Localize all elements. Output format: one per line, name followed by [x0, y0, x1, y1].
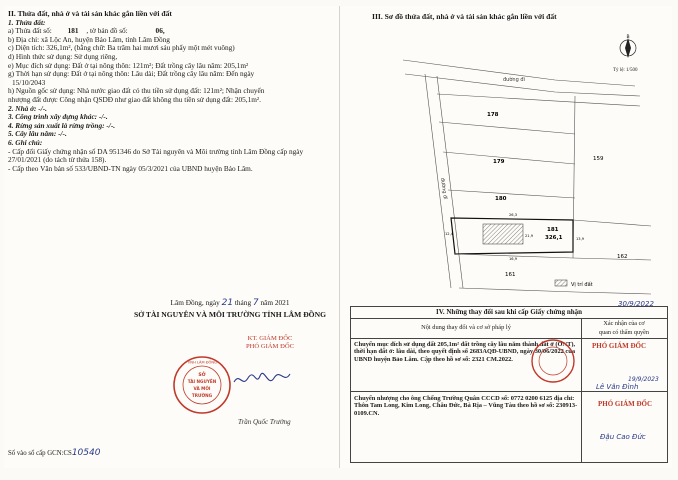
kt-label: KT. GIÁM ĐỐC	[247, 335, 293, 342]
change-entry-2: Chuyển nhượng cho ông Chống Trường Quân CCCD số: 0772 0200 6125 địa chỉ: Thôn Tam Long, Kim Long, Châu Đức, Bà Rịa – Vũng Tàu theo hồ sơ số: 230913-0109.CN.	[354, 395, 578, 417]
seal-line-2: TÀI NGUYÊN	[187, 379, 217, 384]
confirm-date-2: 19/9/2023	[628, 376, 659, 383]
table-divider-row	[351, 391, 667, 392]
note-1: - Cấp đổi Giấy chứng nhận số DA 951346 do Sở Tài nguyên và Môi trường tỉnh Lâm Đồng cấp ngày 27/01/2021 (do tách từ thửa 158).	[8, 146, 304, 165]
confirm-header-line-2: quan có thẩm quyền	[598, 329, 649, 336]
parcel-181-area: 326,1	[545, 235, 563, 241]
table-divider-vertical	[581, 338, 582, 462]
issue-place: Lâm Đồng, ngày	[170, 298, 220, 307]
section-2	[8, 10, 333, 173]
changes-col-content: Nội dung thay đổi và cơ sở pháp lý	[351, 318, 582, 339]
confirm-signer-2: Đậu Cao Đức	[600, 433, 646, 441]
legend-label: Vị trí đất	[571, 282, 593, 288]
plot-diagram	[375, 30, 665, 305]
dim-east: 13,9	[576, 237, 585, 241]
construction-row: 3. Công trình xây dựng khác: -/-.	[8, 112, 108, 122]
confirm-date-1: 30/9/2022	[618, 300, 654, 308]
issue-month-label: tháng	[234, 298, 252, 307]
usage-form-row: d) Hình thức sử dụng: Sử dụng riêng,	[8, 51, 118, 61]
parcel-180: 180	[495, 196, 507, 202]
dim-west: 12,4	[445, 232, 454, 236]
seal-line-1: SỞ	[198, 373, 206, 378]
confirm-header-line-1: Xác nhận của cơ	[603, 320, 645, 327]
official-seal-icon	[172, 355, 232, 415]
plot-number: 181	[67, 26, 79, 36]
page-fold	[339, 6, 340, 468]
issuer-block	[110, 298, 350, 319]
register-number	[8, 448, 100, 458]
confirm-title-2: PHÓ GIÁM ĐỐC	[598, 400, 653, 408]
seal-ring-text: TỈNH LÂM ĐỒNG	[187, 360, 217, 365]
road-label-side: đường đi	[439, 177, 449, 200]
dim-inner: 21,9	[525, 234, 534, 238]
change-entry-1: Chuyển mục đích sử dụng đất 205,1m² đất trồng cây lâu năm thành đất ở (ONT), thời hạn đất ở: lâu dài, theo quyết định số 2683AQĐ-UBND, ngày 30/06/2022 của UBND huyện Bảo Lâm. Cập theo hồ sơ số: 2321 CM.2022.	[354, 341, 576, 363]
house-row: 2. Nhà ở: -/-.	[8, 103, 47, 113]
map-sheet-label: , tờ bản đồ số:	[86, 26, 128, 36]
dim-south: 16,9	[509, 257, 518, 261]
deputy-title-block	[220, 335, 320, 351]
perennial-row: 5. Cây lâu năm: -/-.	[8, 129, 67, 139]
address-row: b) Địa chỉ: xã Lộc An, huyện Bảo Lâm, tỉnh Lâm Đồng	[8, 34, 170, 44]
north-label: B	[626, 35, 630, 40]
register-label: Số vào sổ cấp GCN:CS	[8, 450, 72, 457]
map-scale: Tỷ lệ: 1/500	[613, 68, 638, 73]
confirm-signer-1: Lê Văn Đình	[596, 383, 639, 391]
parcel-162: 162	[617, 254, 628, 260]
issue-day: 21	[221, 298, 234, 308]
dim-north: 26,3	[509, 213, 518, 217]
confirm-seal-icon	[530, 338, 576, 384]
section-4-title: IV. Những thay đổi sau khi cấp Giấy chứng nhận	[351, 307, 667, 319]
area-row: c) Diện tích: 326,1m², (bằng chữ: Ba trăm hai mươi sáu phẩy một mét vuông)	[8, 43, 235, 53]
issue-date	[110, 298, 350, 308]
issue-month: 7	[252, 298, 259, 308]
changes-col-confirm	[581, 318, 667, 339]
forest-row: 4. Rừng sản xuất là rừng trồng: -/-.	[8, 120, 116, 130]
parcel-178: 178	[487, 112, 499, 118]
notes-heading: 6. Ghi chú:	[8, 137, 43, 147]
usage-purpose-row: e) Mục đích sử dụng: Đất ở tại nông thôn: 121m²; Đất trồng cây lâu năm: 205,1m²	[8, 60, 249, 70]
seal-line-3: VÀ MÔI	[193, 386, 211, 391]
confirm-title-1: PHÓ GIÁM ĐỐC	[592, 342, 647, 350]
note-2: - Cấp theo Văn bản số 533/UBND-TN ngày 05/3/2021 của UBND huyện Bảo Lâm.	[8, 163, 253, 173]
register-value: 10540	[71, 448, 101, 458]
issue-year: năm 2021	[260, 298, 290, 307]
parcel-159: 159	[593, 156, 604, 162]
parcel-181: 181	[547, 227, 559, 233]
land-plot-heading: 1. Thửa đất:	[8, 17, 46, 27]
section-3-title: III. Sơ đồ thửa đất, nhà ở và tài sản khác gắn liền với đất	[372, 12, 557, 21]
legend-swatch	[555, 280, 567, 286]
map-sheet-number: 06,	[155, 26, 165, 36]
signature-left-icon	[232, 368, 292, 392]
parcel-161: 161	[505, 272, 516, 278]
usage-term-row: g) Thời hạn sử dụng: Đất ở tại nông thôn: Lâu dài; Đất trồng cây lâu năm: Đến ngày	[8, 69, 255, 79]
deputy-title: PHÓ GIÁM ĐỐC	[246, 343, 294, 350]
origin-row-cont: nhượng đất được Công nhận QSDĐ như giao đất không thu tiền sử dụng đất: 205,1m².	[8, 94, 261, 104]
seal-line-4: TRƯỜNG	[191, 393, 213, 398]
parcel-179: 179	[493, 159, 505, 165]
plot-number-label: a) Thửa đất số:	[8, 26, 52, 36]
usage-term-date: 15/10/2043	[12, 77, 46, 87]
road-label-top: đường đi	[503, 77, 525, 83]
signer-name: Trần Quốc Trường	[238, 418, 291, 426]
section-2-title: II. Thửa đất, nhà ở và tài sản khác gắn liền với đất	[8, 9, 172, 18]
origin-row: h) Nguồn gốc sử dụng: Nhà nước giao đất có thu tiền sử dụng đất: 121m²; Nhận chuyển	[8, 86, 265, 96]
issuing-org: SỞ TÀI NGUYÊN VÀ MÔI TRƯỜNG TỈNH LÂM ĐỒNG	[134, 310, 326, 319]
